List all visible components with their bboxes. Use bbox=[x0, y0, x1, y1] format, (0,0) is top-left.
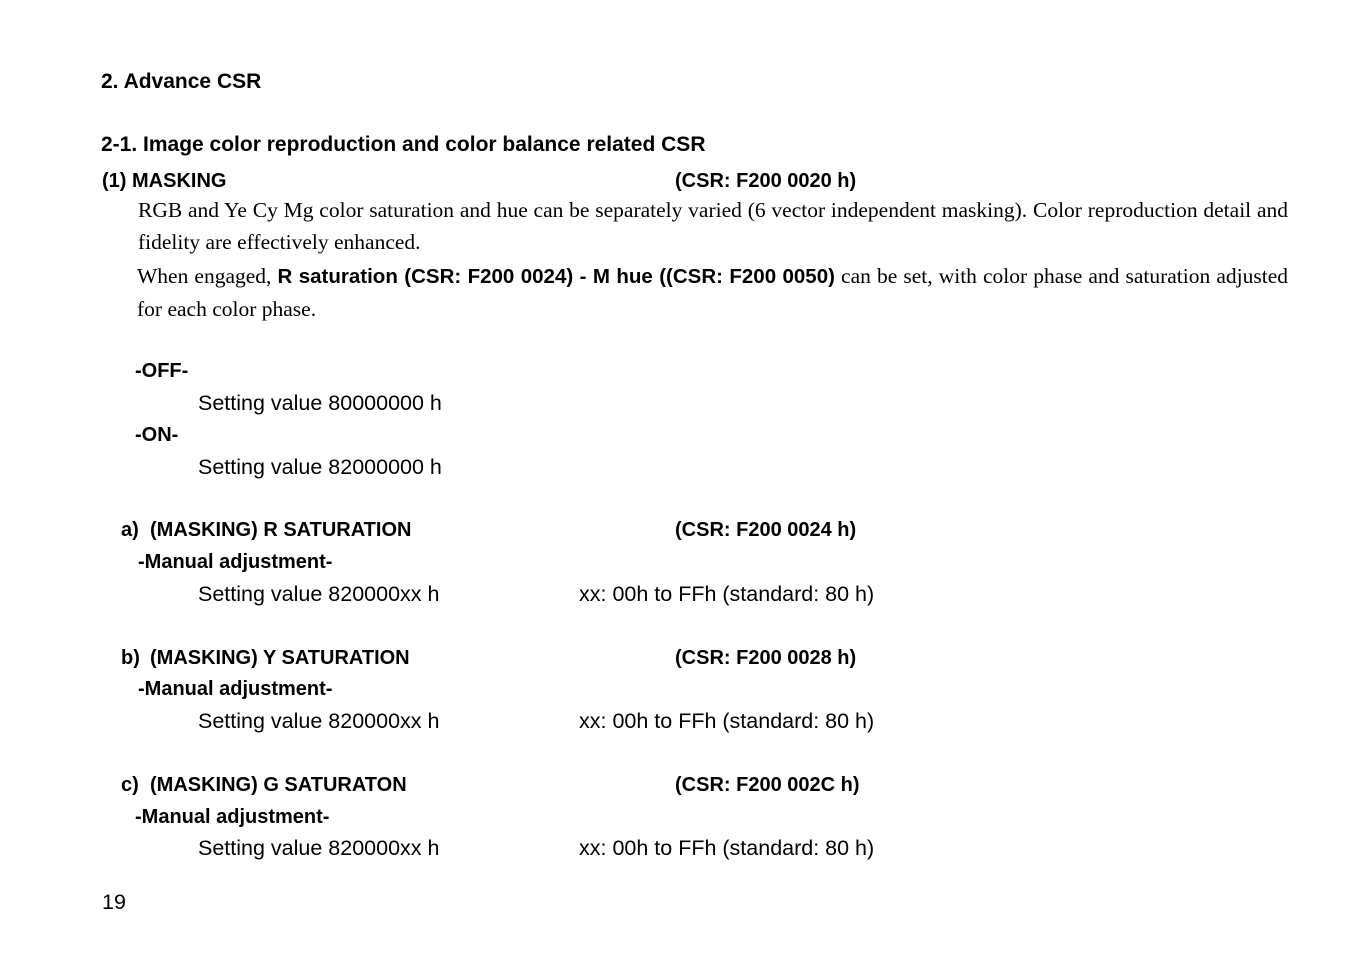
page-number: 19 bbox=[102, 890, 126, 914]
item-b-title: (MASKING) Y SATURATION bbox=[150, 647, 410, 669]
item-a-title: (MASKING) R SATURATION bbox=[150, 519, 412, 541]
section-title: 2. Advance CSR bbox=[101, 70, 262, 93]
masking-title: (1) MASKING bbox=[102, 170, 227, 192]
on-setting-value: Setting value 82000000 h bbox=[198, 455, 442, 479]
item-b-csr: (CSR: F200 0028 h) bbox=[675, 647, 857, 669]
off-setting-value: Setting value 80000000 h bbox=[198, 391, 442, 415]
item-c-setting: Setting value 820000xx h bbox=[198, 836, 440, 860]
masking-csr: (CSR: F200 0020 h) bbox=[675, 170, 857, 192]
item-c-csr: (CSR: F200 002C h) bbox=[675, 774, 860, 796]
item-c-mode: -Manual adjustment- bbox=[135, 806, 330, 828]
item-a-range: xx: 00h to FFh (standard: 80 h) bbox=[579, 582, 875, 606]
item-b-mode: -Manual adjustment- bbox=[138, 678, 333, 700]
engaged-prefix: When engaged, bbox=[137, 264, 278, 288]
off-label: -OFF- bbox=[135, 360, 189, 382]
item-b-setting: Setting value 820000xx h bbox=[198, 709, 440, 733]
item-a-setting: Setting value 820000xx h bbox=[198, 582, 440, 606]
subsection-title: 2-1. Image color reproduction and color balance related CSR bbox=[101, 133, 706, 156]
item-c-letter: c) bbox=[121, 774, 139, 796]
item-b-range: xx: 00h to FFh (standard: 80 h) bbox=[579, 709, 875, 733]
masking-description: RGB and Ye Cy Mg color saturation and hue can be separately varied (6 vector independent masking). Color reproduction detail and fidelity are effectively enhanced. bbox=[138, 198, 1288, 254]
engaged-bold-range: R saturation (CSR: F200 0024) - M hue ((CSR: F200 0050) bbox=[277, 265, 835, 288]
engaged-suffix: can be set, with color phase and saturation adjusted for each color phase. bbox=[137, 264, 1288, 321]
item-b-letter: b) bbox=[121, 647, 140, 669]
masking-engaged-paragraph bbox=[137, 260, 1288, 325]
item-a-csr: (CSR: F200 0024 h) bbox=[675, 519, 857, 541]
item-a-letter: a) bbox=[121, 519, 139, 541]
item-a-mode: -Manual adjustment- bbox=[138, 551, 333, 573]
item-c-title: (MASKING) G SATURATON bbox=[150, 774, 407, 796]
on-label: -ON- bbox=[135, 424, 179, 446]
item-c-range: xx: 00h to FFh (standard: 80 h) bbox=[579, 836, 875, 860]
